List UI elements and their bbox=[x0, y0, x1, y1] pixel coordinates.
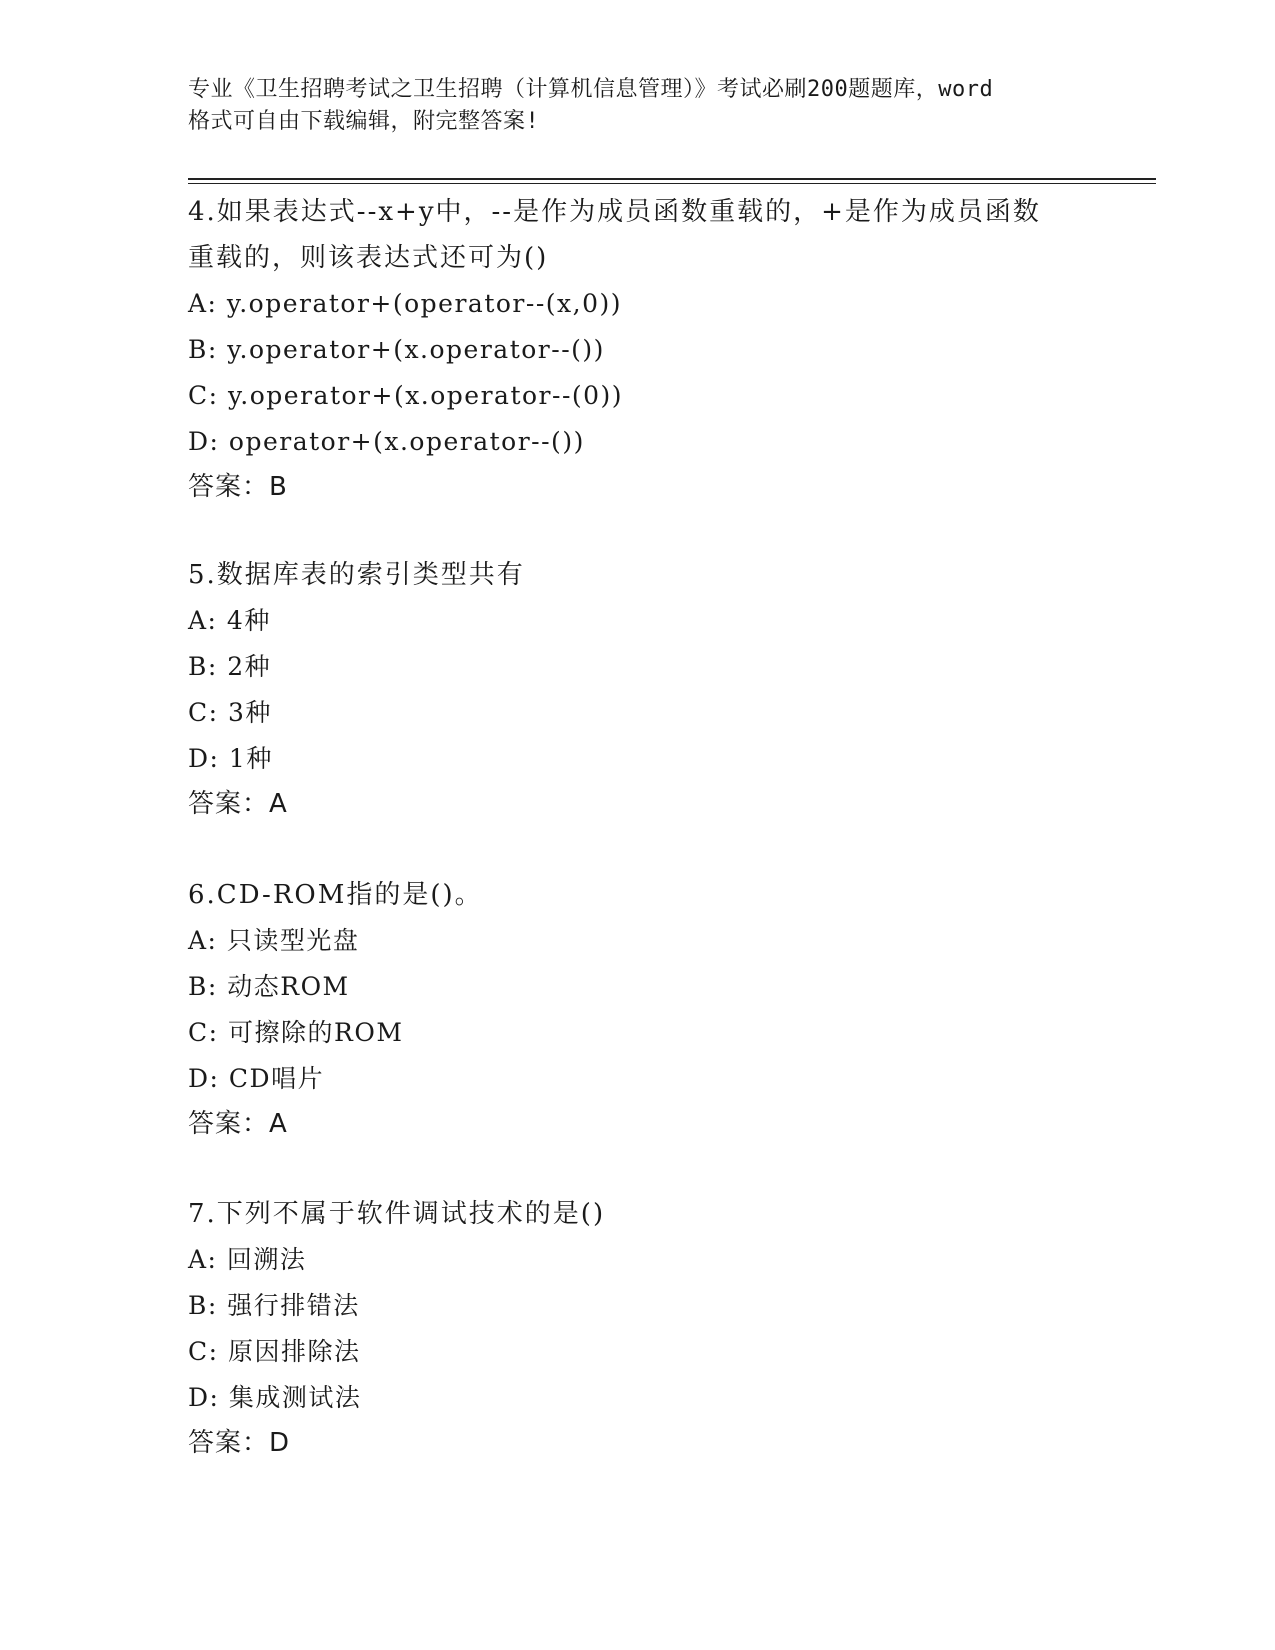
option-d: D: 1种 bbox=[188, 744, 273, 773]
option-b: B: 2种 bbox=[188, 652, 272, 681]
question-text: 重载的，则该表达式还可为() bbox=[188, 243, 549, 273]
answer-line: 答案：A bbox=[188, 789, 288, 819]
question-7 bbox=[188, 1191, 1088, 1465]
answer-line: 答案：B bbox=[188, 472, 288, 502]
question-6 bbox=[188, 872, 1088, 1146]
header-divider-thin bbox=[188, 183, 1156, 184]
question-4 bbox=[188, 189, 1088, 509]
option-a: A: y.operator+(operator--(x,0)) bbox=[188, 289, 622, 318]
header-divider-thick bbox=[188, 178, 1156, 180]
option-a: A: 4种 bbox=[188, 606, 271, 635]
header-line-2: 格式可自由下载编辑，附完整答案! bbox=[188, 109, 540, 134]
document-header bbox=[188, 74, 1088, 138]
option-d: D: 集成测试法 bbox=[188, 1383, 362, 1412]
option-a: A: 回溯法 bbox=[188, 1245, 307, 1274]
question-5 bbox=[188, 552, 1088, 826]
question-text: 6.CD-ROM指的是()。 bbox=[188, 880, 483, 910]
option-c: C: 可擦除的ROM bbox=[188, 1018, 404, 1047]
option-b: B: 强行排错法 bbox=[188, 1291, 360, 1320]
option-b: B: 动态ROM bbox=[188, 972, 350, 1001]
option-d: D: CD唱片 bbox=[188, 1064, 325, 1093]
option-a: A: 只读型光盘 bbox=[188, 926, 360, 955]
question-text: 4.如果表达式--x+y中，--是作为成员函数重载的，+是作为成员函数 bbox=[188, 197, 1041, 227]
option-c: C: 3种 bbox=[188, 698, 272, 727]
question-text: 7.下列不属于软件调试技术的是() bbox=[188, 1199, 606, 1229]
option-c: C: 原因排除法 bbox=[188, 1337, 361, 1366]
header-line-1: 专业《卫生招聘考试之卫生招聘（计算机信息管理）》考试必刷200题题库，word bbox=[188, 77, 994, 102]
option-c: C: y.operator+(x.operator--(0)) bbox=[188, 381, 624, 410]
option-b: B: y.operator+(x.operator--()) bbox=[188, 335, 605, 364]
answer-line: 答案：A bbox=[188, 1109, 288, 1139]
option-d: D: operator+(x.operator--()) bbox=[188, 427, 585, 456]
question-text: 5.数据库表的索引类型共有 bbox=[188, 560, 525, 590]
answer-line: 答案：D bbox=[188, 1428, 291, 1458]
